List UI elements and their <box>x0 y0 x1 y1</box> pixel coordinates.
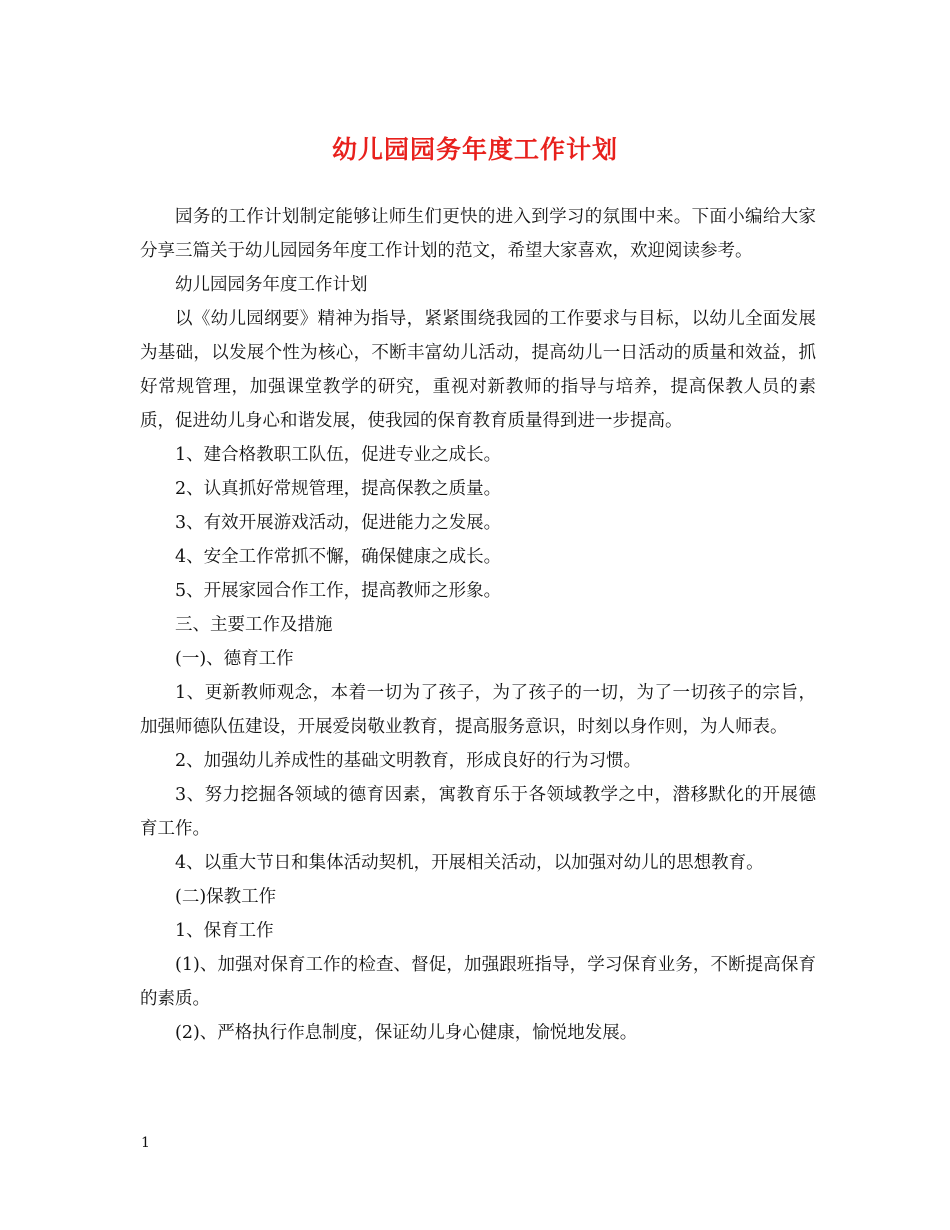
page-number: 1 <box>141 1135 150 1151</box>
body-paragraph: (1)、加强对保育工作的检查、督促，加强跟班指导，学习保育业务，不断提高保育的素质。 <box>140 955 816 1009</box>
body-paragraph: 2、加强幼儿养成性的基础文明教育，形成良好的行为习惯。 <box>175 751 642 771</box>
body-paragraph: 5、开展家园合作工作，提高教师之形象。 <box>175 581 502 601</box>
body-paragraph: (一)、德育工作 <box>175 649 294 669</box>
body-paragraph: 3、有效开展游戏活动，促进能力之发展。 <box>175 513 502 533</box>
body-paragraph: 幼儿园园务年度工作计划 <box>175 275 368 295</box>
body-paragraph: (2)、严格执行作息制度，保证幼儿身心健康，愉悦地发展。 <box>175 1023 638 1043</box>
body-paragraph: 1、建合格教职工队伍，促进专业之成长。 <box>175 445 502 465</box>
body-paragraph: 以《幼儿园纲要》精神为指导，紧紧围绕我园的工作要求与目标，以幼儿全面发展为基础，以发展个性为核心，不断丰富幼儿活动，提高幼儿一日活动的质量和效益，抓好常规管理，加强课堂教学的研究，重视对新教师的指导与培养，提高保教人员的素质，促进幼儿身心和谐发展，使我园的保育教育质量得到进一步提高。 <box>140 309 816 431</box>
body-paragraph: 4、以重大节日和集体活动契机，开展相关活动，以加强对幼儿的思想教育。 <box>175 853 764 873</box>
body-paragraph: 2、认真抓好常规管理，提高保教之质量。 <box>175 479 502 499</box>
body-paragraph: 1、更新教师观念，本着一切为了孩子，为了孩子的一切，为了一切孩子的宗旨，加强师德队伍建设，开展爱岗敬业教育，提高服务意识，时刻以身作则，为人师表。 <box>140 683 816 737</box>
body-paragraph: (二)保教工作 <box>175 887 277 907</box>
body-paragraph: 1、保育工作 <box>175 921 274 941</box>
body-paragraph: 4、安全工作常抓不懈，确保健康之成长。 <box>175 547 502 567</box>
body-paragraph: 3、努力挖掘各领域的德育因素，寓教育乐于各领域教学之中，潜移默化的开展德育工作。 <box>140 785 816 839</box>
body-paragraph: 三、主要工作及措施 <box>175 615 333 635</box>
document-title: 幼儿园园务年度工作计划 <box>331 135 618 164</box>
body-paragraph: 园务的工作计划制定能够让师生们更快的进入到学习的氛围中来。下面小编给大家分享三篇关于幼儿园园务年度工作计划的范文，希望大家喜欢，欢迎阅读参考。 <box>140 207 816 261</box>
document-body <box>140 200 816 1050</box>
